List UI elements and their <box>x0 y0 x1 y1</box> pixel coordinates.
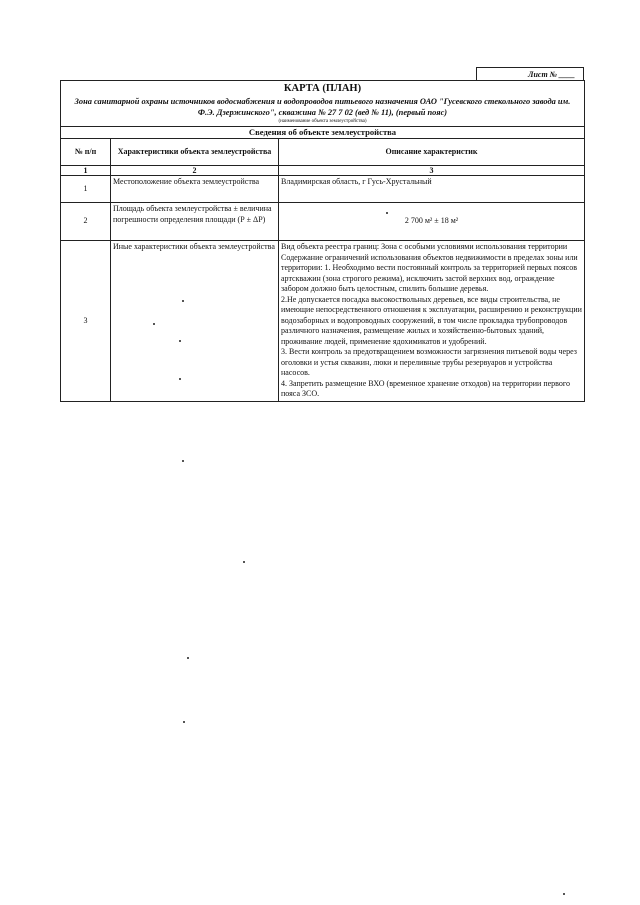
row-char: Иные характеристики объекта землеустройства <box>111 241 279 401</box>
scan-speck <box>153 323 155 325</box>
header-char: Характеристики объекта землеустройства <box>111 139 279 166</box>
scan-speck <box>243 561 245 563</box>
scan-speck <box>183 721 185 723</box>
scan-speck <box>563 893 565 895</box>
sheet-number-box: Лист № ____ <box>476 67 584 80</box>
row-desc: Вид объекта реестра границ: Зона с особыми условиями использования территории Содержание ограничений использования объектов недвижимости в пределах зоны или территории: 1. Необходимо вести постоянный контроль за территорией первых поясов артскважин (зона строгого режима), исключить застой верхних вод, ограждение забором должно быть целостным, спилить большие деревья. 2.Не допускается посадка высокоствольных деревьев, все виды строительства, не имеющие непосредственного отношения к эксплуатации, расширению и реконструкции водозаборных и водопроводных сооружений, в том числе прокладка трубопроводов различного назначения, размещение жилых и хозяйственно-бытовых зданий, проживание людей, применение ядохимикатов и удобрений. 3. Вести контроль за предотвращением возможности загрязнения питьевой воды через оголовки и устья скважин, люки и переливные трубы резервуаров и устройства насосов. 4. Запретить размещение ВХО (временное хранение отходов) на территории первого пояса ЗСО. <box>279 241 585 401</box>
scan-speck <box>386 212 388 214</box>
object-name-caption: (наименование объекта землеустройства) <box>278 119 367 124</box>
document-title: КАРТА (ПЛАН) <box>283 83 362 94</box>
column-number: 2 <box>111 166 279 176</box>
section-title: Сведения об объекте землеустройства <box>61 127 584 139</box>
scan-speck <box>179 340 181 342</box>
scan-speck <box>182 300 184 302</box>
row-num: 2 <box>61 203 111 241</box>
header-desc: Описание характеристик <box>279 139 585 166</box>
row-desc: 2 700 м² ± 18 м² <box>279 203 585 241</box>
object-name: Зона санитарной охраны источников водоснабжения и водопроводов питьевого назначения ОАО "Гусевского стекольного завода им. Ф.Э. Дзержинского", скважина № 27 7 02 (вед № 11), (первый пояс) <box>74 97 571 117</box>
object-info-table <box>61 139 584 401</box>
column-number-row <box>61 166 584 176</box>
scan-speck <box>187 657 189 659</box>
header-num: № п/п <box>61 139 111 166</box>
row-char: Местоположение объекта землеустройства <box>111 176 279 203</box>
sheet-label: Лист № <box>527 70 557 79</box>
column-number: 1 <box>61 166 111 176</box>
column-number: 3 <box>279 166 585 176</box>
row-char: Площадь объекта землеустройства ± величина погрешности определения площади (Р ± ΔР) <box>111 203 279 241</box>
table-row <box>61 176 584 203</box>
table-row <box>61 203 584 241</box>
row-desc: Владимирская область, г Гусь-Хрустальный <box>279 176 585 203</box>
scan-speck <box>182 460 184 462</box>
document-frame <box>60 80 585 402</box>
document-header <box>61 81 584 127</box>
table-header-row <box>61 139 584 166</box>
row-num: 3 <box>61 241 111 401</box>
table-row <box>61 241 584 401</box>
scan-speck <box>179 378 181 380</box>
row-num: 1 <box>61 176 111 203</box>
